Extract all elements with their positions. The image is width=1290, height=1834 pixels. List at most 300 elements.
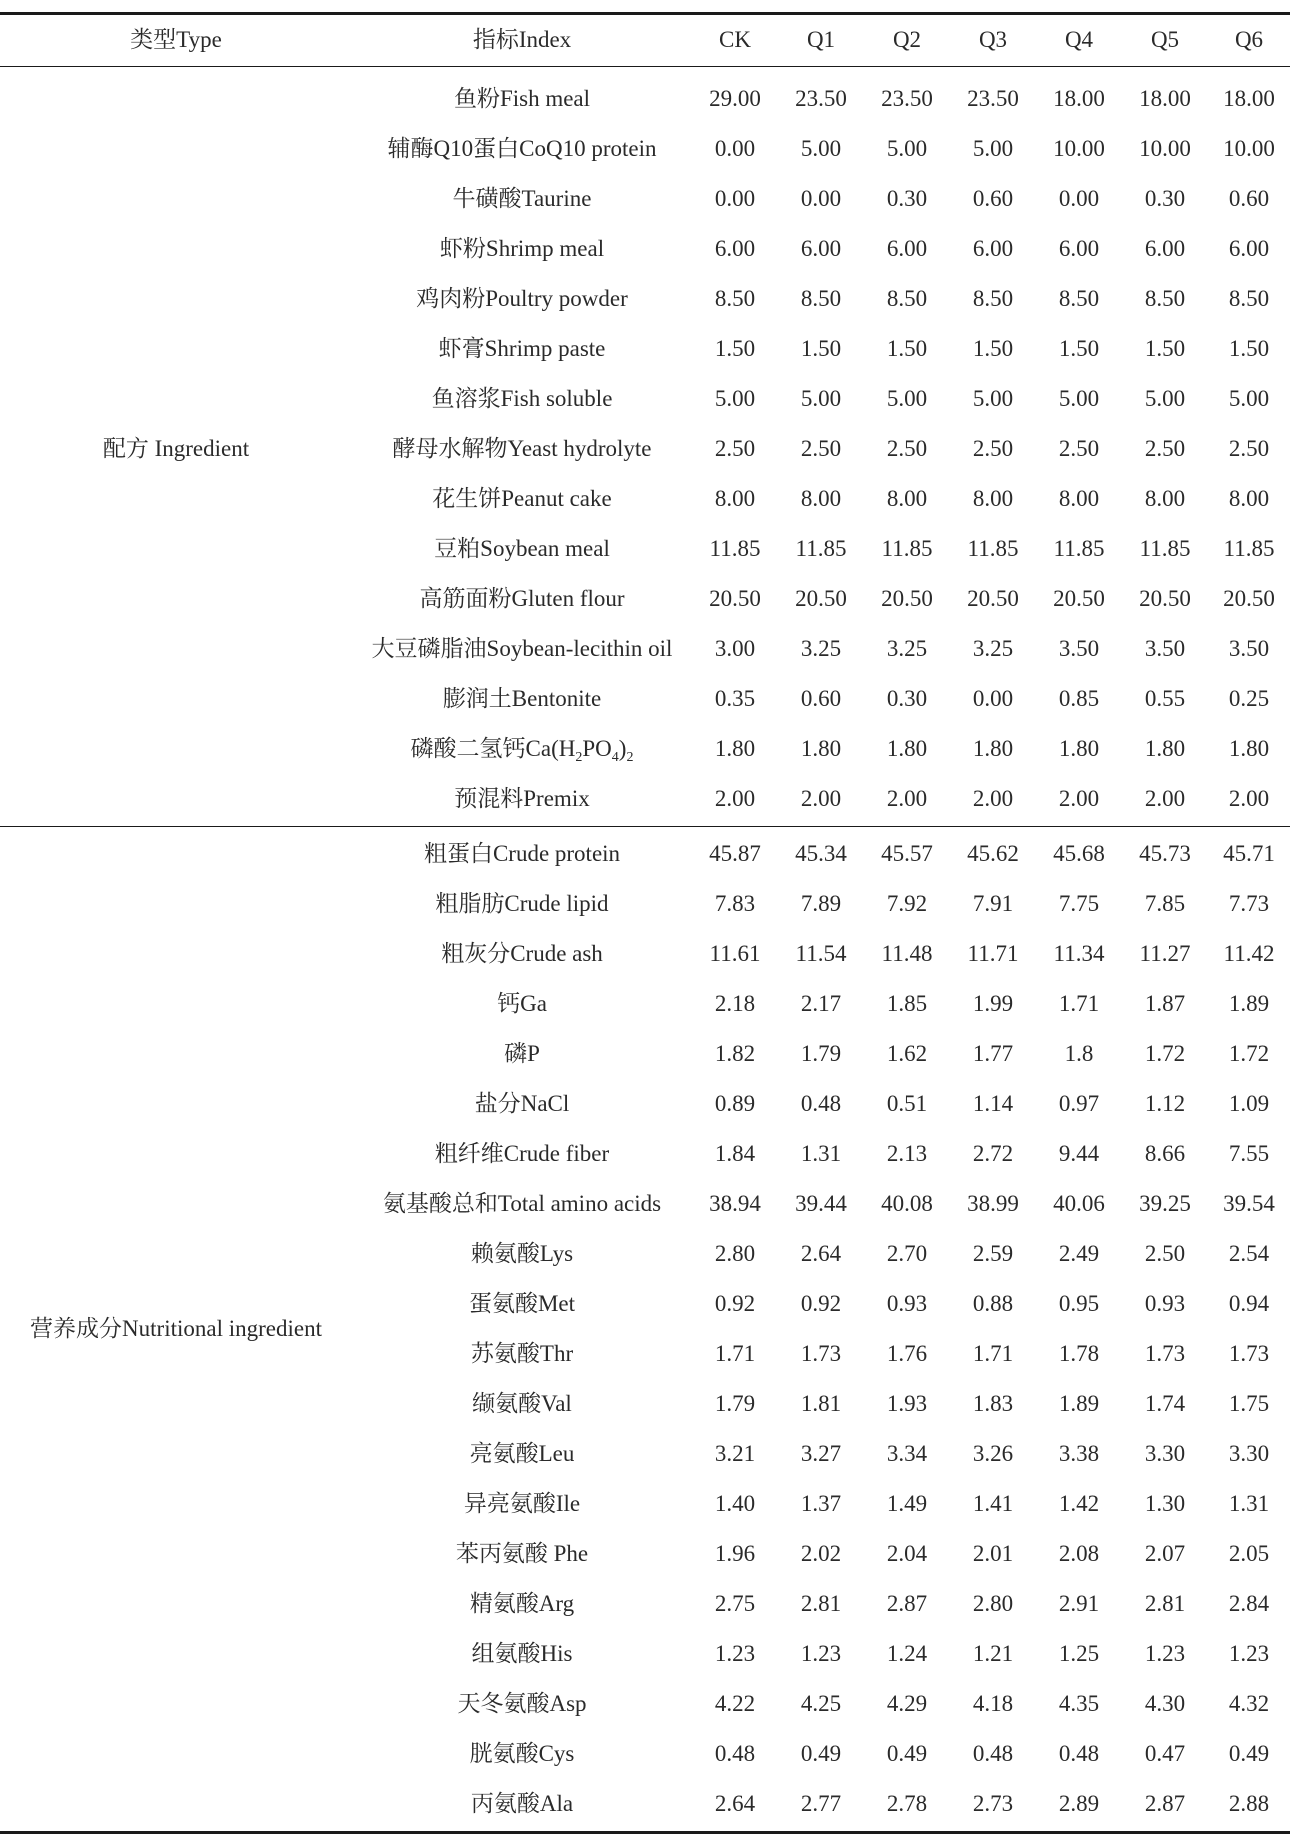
index-cell: 苯丙氨酸 Phe bbox=[455, 1541, 589, 1566]
index-cell: 鸡肉粉Poultry powder bbox=[416, 286, 628, 311]
value-cell: 1.75 bbox=[1228, 1391, 1270, 1416]
value-cell: 0.60 bbox=[1228, 186, 1270, 211]
value-cell: 8.50 bbox=[800, 286, 842, 311]
index-cell: 鱼溶浆Fish soluble bbox=[431, 386, 613, 411]
table-row bbox=[0, 624, 1290, 674]
table-row bbox=[0, 524, 1290, 574]
value-cell: 6.00 bbox=[972, 236, 1014, 261]
index-cell: 粗纤维Crude fiber bbox=[434, 1141, 610, 1166]
header-rule bbox=[0, 66, 1290, 67]
index-cell: 赖氨酸Lys bbox=[470, 1241, 574, 1266]
value-cell: 1.73 bbox=[1144, 1341, 1186, 1366]
value-cell: 10.00 bbox=[1139, 136, 1191, 161]
value-cell: 2.00 bbox=[886, 786, 928, 811]
value-cell: 1.99 bbox=[972, 991, 1014, 1016]
value-cell: 11.85 bbox=[881, 536, 933, 561]
group-label: 配方 Ingredient bbox=[102, 436, 250, 461]
value-cell: 7.89 bbox=[800, 891, 842, 916]
value-cell: 7.92 bbox=[886, 891, 928, 916]
value-cell: 1.80 bbox=[1144, 736, 1186, 761]
value-cell: 0.35 bbox=[714, 686, 756, 711]
value-cell: 45.71 bbox=[1223, 841, 1275, 866]
value-cell: 4.29 bbox=[886, 1691, 928, 1716]
table-row bbox=[0, 1229, 1290, 1279]
index-cell: 豆粕Soybean meal bbox=[434, 536, 610, 561]
value-cell: 2.70 bbox=[886, 1241, 928, 1266]
value-cell: 11.85 bbox=[795, 536, 847, 561]
value-cell: 2.13 bbox=[886, 1141, 928, 1166]
value-cell: 1.76 bbox=[886, 1341, 928, 1366]
value-cell: 18.00 bbox=[1053, 86, 1105, 111]
value-cell: 18.00 bbox=[1223, 86, 1275, 111]
value-cell: 8.50 bbox=[714, 286, 756, 311]
value-cell: 1.77 bbox=[972, 1041, 1014, 1066]
value-cell: 1.71 bbox=[714, 1341, 756, 1366]
index-cell: 膨润土Bentonite bbox=[442, 686, 602, 711]
value-cell: 0.55 bbox=[1144, 686, 1186, 711]
value-cell: 38.99 bbox=[967, 1191, 1019, 1216]
value-cell: 11.54 bbox=[795, 941, 847, 966]
index-cell: 粗蛋白Crude protein bbox=[423, 841, 621, 866]
value-cell: 1.12 bbox=[1144, 1091, 1186, 1116]
index-cell: 苏氨酸Thr bbox=[470, 1341, 574, 1366]
value-cell: 2.50 bbox=[972, 436, 1014, 461]
value-cell: 0.48 bbox=[972, 1741, 1014, 1766]
value-cell: 5.00 bbox=[972, 386, 1014, 411]
value-cell: 8.50 bbox=[1228, 286, 1270, 311]
index-cell: 辅酶Q10蛋白CoQ10 protein bbox=[387, 136, 657, 161]
value-cell: 1.80 bbox=[800, 736, 842, 761]
value-cell: 8.66 bbox=[1144, 1141, 1186, 1166]
index-cell: 预混料Premix bbox=[454, 786, 590, 811]
value-cell: 5.00 bbox=[1058, 386, 1100, 411]
table-row bbox=[0, 1079, 1290, 1129]
value-cell: 1.30 bbox=[1144, 1491, 1186, 1516]
index-cell: 盐分NaCl bbox=[474, 1091, 570, 1116]
value-cell: 23.50 bbox=[967, 86, 1019, 111]
value-cell: 1.49 bbox=[886, 1491, 928, 1516]
value-cell: 3.27 bbox=[800, 1441, 842, 1466]
value-cell: 0.93 bbox=[1144, 1291, 1186, 1316]
value-cell: 0.92 bbox=[800, 1291, 842, 1316]
table-row bbox=[0, 74, 1290, 124]
value-cell: 40.06 bbox=[1053, 1191, 1105, 1216]
value-cell: 2.89 bbox=[1058, 1791, 1100, 1816]
value-cell: 0.48 bbox=[1058, 1741, 1100, 1766]
value-cell: 0.95 bbox=[1058, 1291, 1100, 1316]
value-cell: 1.41 bbox=[972, 1491, 1014, 1516]
value-cell: 3.25 bbox=[886, 636, 928, 661]
value-cell: 23.50 bbox=[881, 86, 933, 111]
value-cell: 11.85 bbox=[1139, 536, 1191, 561]
value-cell: 1.80 bbox=[1058, 736, 1100, 761]
value-cell: 11.85 bbox=[967, 536, 1019, 561]
value-cell: 2.75 bbox=[714, 1591, 756, 1616]
value-cell: 6.00 bbox=[1144, 236, 1186, 261]
value-cell: 5.00 bbox=[800, 386, 842, 411]
value-cell: 1.40 bbox=[714, 1491, 756, 1516]
value-cell: 45.34 bbox=[795, 841, 847, 866]
value-cell: 3.50 bbox=[1144, 636, 1186, 661]
index-cell: 胱氨酸Cys bbox=[469, 1741, 575, 1766]
value-cell: 1.73 bbox=[1228, 1341, 1270, 1366]
value-cell: 4.35 bbox=[1058, 1691, 1100, 1716]
value-cell: 0.30 bbox=[1144, 186, 1186, 211]
index-cell: 大豆磷脂油Soybean-lecithin oil bbox=[371, 636, 673, 661]
value-cell: 1.80 bbox=[714, 736, 756, 761]
value-cell: 3.34 bbox=[886, 1441, 928, 1466]
index-cell: 鱼粉Fish meal bbox=[453, 86, 591, 111]
value-cell: 0.97 bbox=[1058, 1091, 1100, 1116]
value-cell: 20.50 bbox=[795, 586, 847, 611]
index-cell: 磷酸二氢钙$Ca(H_2PO_4)_2$ bbox=[410, 736, 634, 765]
value-cell: 2.04 bbox=[886, 1541, 928, 1566]
value-cell: 18.00 bbox=[1139, 86, 1191, 111]
value-cell: 4.25 bbox=[800, 1691, 842, 1716]
value-cell: 2.50 bbox=[886, 436, 928, 461]
value-cell: 1.80 bbox=[886, 736, 928, 761]
value-cell: 39.44 bbox=[795, 1191, 847, 1216]
table-row bbox=[0, 1679, 1290, 1729]
value-cell: 8.00 bbox=[800, 486, 842, 511]
table-row bbox=[0, 1629, 1290, 1679]
value-cell: 4.30 bbox=[1144, 1691, 1186, 1716]
index-cell: 磷P bbox=[504, 1041, 540, 1066]
value-cell: 1.21 bbox=[972, 1641, 1014, 1666]
value-cell: 8.50 bbox=[1144, 286, 1186, 311]
value-cell: 6.00 bbox=[1058, 236, 1100, 261]
value-cell: 7.75 bbox=[1058, 891, 1100, 916]
value-cell: 2.50 bbox=[800, 436, 842, 461]
index-cell: 组氨酸His bbox=[471, 1641, 573, 1666]
header-q4: Q4 bbox=[1064, 27, 1094, 52]
value-cell: 2.64 bbox=[714, 1791, 756, 1816]
value-cell: 1.31 bbox=[1228, 1491, 1270, 1516]
table-row bbox=[0, 774, 1290, 824]
value-cell: 8.00 bbox=[1058, 486, 1100, 511]
value-cell: 4.18 bbox=[972, 1691, 1014, 1716]
value-cell: 11.85 bbox=[1053, 536, 1105, 561]
value-cell: 3.38 bbox=[1058, 1441, 1100, 1466]
value-cell: 0.00 bbox=[800, 186, 842, 211]
table-row bbox=[0, 929, 1290, 979]
header-row bbox=[0, 15, 1290, 65]
value-cell: 38.94 bbox=[709, 1191, 761, 1216]
value-cell: 0.89 bbox=[714, 1091, 756, 1116]
value-cell: 2.50 bbox=[714, 436, 756, 461]
table-row bbox=[0, 374, 1290, 424]
value-cell: 2.87 bbox=[1144, 1791, 1186, 1816]
value-cell: 0.00 bbox=[714, 136, 756, 161]
value-cell: 2.01 bbox=[972, 1541, 1014, 1566]
value-cell: 11.27 bbox=[1139, 941, 1191, 966]
index-cell: 蛋氨酸Met bbox=[468, 1291, 576, 1316]
value-cell: 6.00 bbox=[1228, 236, 1270, 261]
value-cell: 2.78 bbox=[886, 1791, 928, 1816]
value-cell: 3.30 bbox=[1228, 1441, 1270, 1466]
value-cell: 20.50 bbox=[709, 586, 761, 611]
value-cell: 1.84 bbox=[714, 1141, 756, 1166]
value-cell: 1.81 bbox=[800, 1391, 842, 1416]
value-cell: 5.00 bbox=[714, 386, 756, 411]
header-type: 类型Type bbox=[130, 27, 222, 52]
value-cell: 1.85 bbox=[886, 991, 928, 1016]
table-row bbox=[0, 1179, 1290, 1229]
value-cell: 2.59 bbox=[972, 1241, 1014, 1266]
value-cell: 8.00 bbox=[972, 486, 1014, 511]
value-cell: 1.83 bbox=[972, 1391, 1014, 1416]
index-cell: 钙Ga bbox=[497, 991, 547, 1016]
value-cell: 45.68 bbox=[1053, 841, 1105, 866]
value-cell: 2.07 bbox=[1144, 1541, 1186, 1566]
value-cell: 3.21 bbox=[714, 1441, 756, 1466]
value-cell: 1.50 bbox=[1058, 336, 1100, 361]
value-cell: 5.00 bbox=[886, 386, 928, 411]
value-cell: 6.00 bbox=[714, 236, 756, 261]
table-row bbox=[0, 674, 1290, 724]
value-cell: 1.78 bbox=[1058, 1341, 1100, 1366]
value-cell: 1.74 bbox=[1144, 1391, 1186, 1416]
value-cell: 1.82 bbox=[714, 1041, 756, 1066]
index-cell: 精氨酸Arg bbox=[469, 1591, 575, 1616]
table-row bbox=[0, 879, 1290, 929]
value-cell: 0.48 bbox=[800, 1091, 842, 1116]
value-cell: 1.42 bbox=[1058, 1491, 1100, 1516]
value-cell: 20.50 bbox=[1223, 586, 1275, 611]
value-cell: 20.50 bbox=[967, 586, 1019, 611]
value-cell: 8.50 bbox=[886, 286, 928, 311]
value-cell: 0.49 bbox=[1228, 1741, 1270, 1766]
value-cell: 1.80 bbox=[972, 736, 1014, 761]
header-q6: Q6 bbox=[1234, 27, 1264, 52]
value-cell: 8.50 bbox=[1058, 286, 1100, 311]
value-cell: 2.05 bbox=[1228, 1541, 1270, 1566]
table-row bbox=[0, 829, 1290, 879]
value-cell: 2.18 bbox=[714, 991, 756, 1016]
table-row bbox=[0, 324, 1290, 374]
table-row bbox=[0, 1479, 1290, 1529]
value-cell: 0.30 bbox=[886, 686, 928, 711]
table-row bbox=[0, 724, 1290, 774]
value-cell: 40.08 bbox=[881, 1191, 933, 1216]
index-cell: 粗灰分Crude ash bbox=[441, 941, 603, 966]
index-cell: 氨基酸总和Total amino acids bbox=[382, 1191, 662, 1216]
value-cell: 0.49 bbox=[800, 1741, 842, 1766]
value-cell: 5.00 bbox=[1228, 386, 1270, 411]
value-cell: 2.77 bbox=[800, 1791, 842, 1816]
value-cell: 11.42 bbox=[1223, 941, 1275, 966]
value-cell: 1.96 bbox=[714, 1541, 756, 1566]
value-cell: 2.50 bbox=[1058, 436, 1100, 461]
index-cell: 粗脂肪Crude lipid bbox=[435, 891, 609, 916]
value-cell: 0.85 bbox=[1058, 686, 1100, 711]
table-row bbox=[0, 1029, 1290, 1079]
value-cell: 8.00 bbox=[1228, 486, 1270, 511]
value-cell: 3.25 bbox=[972, 636, 1014, 661]
value-cell: 0.92 bbox=[714, 1291, 756, 1316]
value-cell: 2.00 bbox=[1144, 786, 1186, 811]
index-cell: 缬氨酸Val bbox=[472, 1391, 572, 1416]
value-cell: 1.50 bbox=[714, 336, 756, 361]
header-q2: Q2 bbox=[892, 27, 922, 52]
value-cell: 0.30 bbox=[886, 186, 928, 211]
header-index: 指标Index bbox=[472, 27, 572, 52]
value-cell: 0.25 bbox=[1228, 686, 1270, 711]
table-row bbox=[0, 574, 1290, 624]
value-cell: 2.08 bbox=[1058, 1541, 1100, 1566]
value-cell: 11.85 bbox=[709, 536, 761, 561]
value-cell: 3.50 bbox=[1228, 636, 1270, 661]
value-cell: 2.64 bbox=[800, 1241, 842, 1266]
value-cell: 1.24 bbox=[886, 1641, 928, 1666]
index-cell: 花生饼Peanut cake bbox=[432, 486, 612, 511]
value-cell: 1.79 bbox=[714, 1391, 756, 1416]
value-cell: 0.49 bbox=[886, 1741, 928, 1766]
value-cell: 2.54 bbox=[1228, 1241, 1270, 1266]
header-q5: Q5 bbox=[1150, 27, 1180, 52]
value-cell: 1.72 bbox=[1228, 1041, 1270, 1066]
value-cell: 2.49 bbox=[1058, 1241, 1100, 1266]
header-ck: CK bbox=[719, 27, 751, 52]
value-cell: 45.62 bbox=[967, 841, 1019, 866]
table-row bbox=[0, 1379, 1290, 1429]
value-cell: 2.80 bbox=[714, 1241, 756, 1266]
value-cell: 1.50 bbox=[972, 336, 1014, 361]
value-cell: 4.32 bbox=[1228, 1691, 1270, 1716]
value-cell: 20.50 bbox=[1139, 586, 1191, 611]
header-q3: Q3 bbox=[978, 27, 1008, 52]
value-cell: 2.80 bbox=[972, 1591, 1014, 1616]
value-cell: 5.00 bbox=[972, 136, 1014, 161]
value-cell: 0.93 bbox=[886, 1291, 928, 1316]
header-q1: Q1 bbox=[806, 27, 836, 52]
value-cell: 7.73 bbox=[1228, 891, 1270, 916]
table-row bbox=[0, 174, 1290, 224]
value-cell: 11.48 bbox=[881, 941, 933, 966]
table-row bbox=[0, 1129, 1290, 1179]
value-cell: 2.50 bbox=[1144, 436, 1186, 461]
value-cell: 2.00 bbox=[972, 786, 1014, 811]
group-label: 营养成分Nutritional ingredient bbox=[30, 1316, 322, 1341]
group-divider bbox=[0, 826, 1290, 827]
value-cell: 1.50 bbox=[1144, 336, 1186, 361]
value-cell: 1.23 bbox=[1144, 1641, 1186, 1666]
value-cell: 1.73 bbox=[800, 1341, 842, 1366]
table-row bbox=[0, 274, 1290, 324]
value-cell: 1.23 bbox=[800, 1641, 842, 1666]
value-cell: 2.00 bbox=[800, 786, 842, 811]
value-cell: 1.62 bbox=[886, 1041, 928, 1066]
value-cell: 23.50 bbox=[795, 86, 847, 111]
value-cell: 1.89 bbox=[1058, 1391, 1100, 1416]
value-cell: 45.87 bbox=[709, 841, 761, 866]
value-cell: 0.88 bbox=[972, 1291, 1014, 1316]
value-cell: 39.54 bbox=[1223, 1191, 1275, 1216]
table-row bbox=[0, 1779, 1290, 1829]
value-cell: 45.57 bbox=[881, 841, 933, 866]
table-row bbox=[0, 224, 1290, 274]
value-cell: 10.00 bbox=[1053, 136, 1105, 161]
value-cell: 3.50 bbox=[1058, 636, 1100, 661]
value-cell: 1.87 bbox=[1144, 991, 1186, 1016]
value-cell: 8.00 bbox=[714, 486, 756, 511]
value-cell: 2.50 bbox=[1228, 436, 1270, 461]
table-row bbox=[0, 979, 1290, 1029]
value-cell: 7.83 bbox=[714, 891, 756, 916]
value-cell: 0.94 bbox=[1228, 1291, 1270, 1316]
value-cell: 7.85 bbox=[1144, 891, 1186, 916]
value-cell: 7.55 bbox=[1228, 1141, 1270, 1166]
value-cell: 6.00 bbox=[800, 236, 842, 261]
value-cell: 1.72 bbox=[1144, 1041, 1186, 1066]
index-cell: 异亮氨酸Ile bbox=[463, 1491, 581, 1516]
value-cell: 1.23 bbox=[714, 1641, 756, 1666]
value-cell: 3.25 bbox=[800, 636, 842, 661]
value-cell: 1.71 bbox=[972, 1341, 1014, 1366]
value-cell: 1.80 bbox=[1228, 736, 1270, 761]
index-cell: 丙氨酸Ala bbox=[470, 1791, 574, 1816]
value-cell: 0.47 bbox=[1144, 1741, 1186, 1766]
index-cell: 酵母水解物Yeast hydrolyte bbox=[392, 436, 652, 461]
value-cell: 29.00 bbox=[709, 86, 761, 111]
value-cell: 6.00 bbox=[886, 236, 928, 261]
value-cell: 0.00 bbox=[1058, 186, 1100, 211]
value-cell: 8.50 bbox=[972, 286, 1014, 311]
value-cell: 20.50 bbox=[1053, 586, 1105, 611]
value-cell: 2.84 bbox=[1228, 1591, 1270, 1616]
value-cell: 2.02 bbox=[800, 1541, 842, 1566]
value-cell: 1.8 bbox=[1064, 1041, 1094, 1066]
value-cell: 8.00 bbox=[1144, 486, 1186, 511]
value-cell: 45.73 bbox=[1139, 841, 1191, 866]
value-cell: 8.00 bbox=[886, 486, 928, 511]
value-cell: 5.00 bbox=[1144, 386, 1186, 411]
value-cell: 3.26 bbox=[972, 1441, 1014, 1466]
index-cell: 高筋面粉Gluten flour bbox=[419, 586, 625, 611]
value-cell: 5.00 bbox=[886, 136, 928, 161]
value-cell: 0.60 bbox=[800, 686, 842, 711]
value-cell: 2.87 bbox=[886, 1591, 928, 1616]
value-cell: 0.00 bbox=[714, 186, 756, 211]
value-cell: 1.31 bbox=[800, 1141, 842, 1166]
value-cell: 2.72 bbox=[972, 1141, 1014, 1166]
table-row bbox=[0, 1729, 1290, 1779]
index-cell: 牛磺酸Taurine bbox=[452, 186, 592, 211]
value-cell: 2.91 bbox=[1058, 1591, 1100, 1616]
value-cell: 2.17 bbox=[800, 991, 842, 1016]
value-cell: 0.51 bbox=[886, 1091, 928, 1116]
value-cell: 9.44 bbox=[1058, 1141, 1100, 1166]
value-cell: 11.61 bbox=[709, 941, 761, 966]
table-row bbox=[0, 124, 1290, 174]
value-cell: 1.50 bbox=[1228, 336, 1270, 361]
value-cell: 10.00 bbox=[1223, 136, 1275, 161]
value-cell: 3.30 bbox=[1144, 1441, 1186, 1466]
value-cell: 1.14 bbox=[972, 1091, 1014, 1116]
value-cell: 2.00 bbox=[1058, 786, 1100, 811]
value-cell: 0.48 bbox=[714, 1741, 756, 1766]
index-cell: 虾粉Shrimp meal bbox=[439, 236, 605, 261]
value-cell: 7.91 bbox=[972, 891, 1014, 916]
value-cell: 2.81 bbox=[1144, 1591, 1186, 1616]
index-cell: 天冬氨酸Asp bbox=[457, 1691, 587, 1716]
index-cell: 虾膏Shrimp paste bbox=[438, 336, 606, 361]
value-cell: 2.00 bbox=[1228, 786, 1270, 811]
value-cell: 0.60 bbox=[972, 186, 1014, 211]
value-cell: 3.00 bbox=[714, 636, 756, 661]
value-cell: 11.85 bbox=[1223, 536, 1275, 561]
value-cell: 1.93 bbox=[886, 1391, 928, 1416]
